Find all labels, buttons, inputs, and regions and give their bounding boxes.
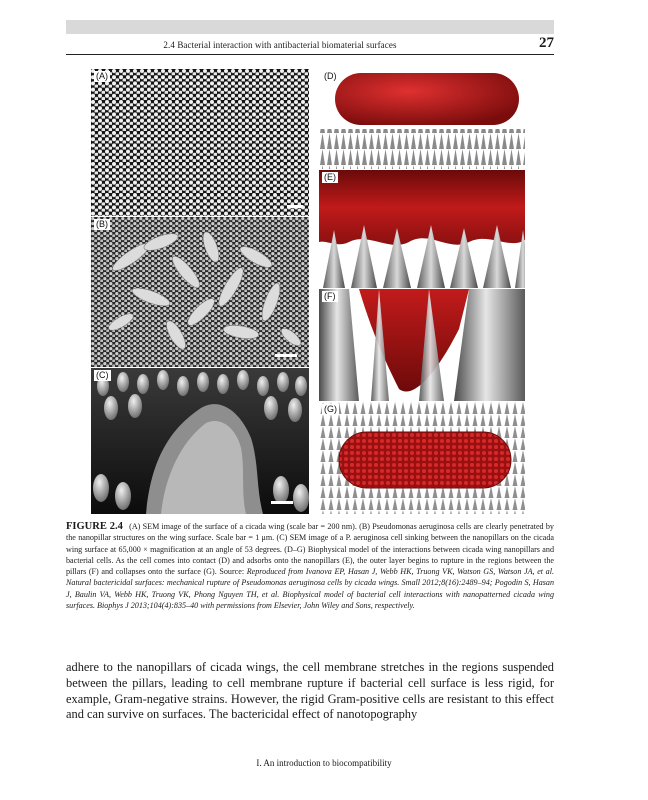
panel-label-b: (B): [96, 219, 108, 229]
model-adsorb-image: [319, 170, 525, 288]
figure-caption: [66, 521, 554, 611]
figure-panel-a: [91, 69, 309, 216]
cell-sinking-image: [91, 368, 309, 514]
panel-label-e: (E): [324, 172, 336, 182]
body-paragraph: adhere to the nanopillars of cicada wings, the cell membrane stretches in the regions suspended between the pillars, leading to cell membrane rupture if bacterial cell surface is less rigid, for example, Gram-negative strains. However, the rigid Gram-positive cells are resistant to this effect and can survive on surfaces. The bactericidal effect of nanotopography: [66, 660, 554, 722]
caption-source: Reproduced from Ivanova EP, Hasan J, Webb HK, Truong VK, Watson GS, Watson JA, et al. Natural bactericidal surfaces: mechanical rupture of Pseudomonas aeruginosa cells by cicada wings. Small 2012;8(16):2489–94; Pogodin S, Hasan J, Baulin VA, Webb HK, Truong VK, Phong Nguyen TH, et al. Biophysical model of bacterial cell interactions with nanopatterned cicada wing surfaces. Biophys J 2013;104(4):835–40 with permissions from Elsevier, John Wiley and Sons, respectively.: [66, 567, 554, 611]
scale-bar: [271, 501, 293, 504]
nanopillar-array-image: [91, 69, 309, 216]
panel-label-f: (F): [324, 291, 336, 301]
bacteria-on-pillars-image: [91, 217, 309, 367]
panel-label-c: (C): [96, 370, 109, 380]
figure-panel-f: [319, 289, 525, 401]
figure-label: FIGURE 2.4: [66, 521, 123, 532]
running-head: [66, 36, 554, 55]
caption-text: (A) SEM image of the surface of a cicada wing (scale bar = 200 nm). (B) Pseudomonas aeruginosa cells are clearly penetrated by the nanopillar structures on the wing surface. Scale bar = 1 μm. (C) SEM image of a P. aeruginosa cell sinking between the nanopillars on the cicada wing surface at 65,000 × magnification at an angle of 53 degrees. (D–G) Biophysical model of the interactions between cicada wing nanopillars and bacterial cells. As the cell comes into contact (D) and adsorbs onto the nanopillars (E), the outer layer begins to rupture in the regions between the pillars (F) and collapses onto the surface (G). Source:: [66, 522, 554, 577]
figure-panel-c: [91, 368, 309, 514]
model-rupture-image: [319, 289, 525, 401]
figure-panel-e: [319, 170, 525, 288]
scale-bar: [275, 354, 297, 357]
running-title: 2.4 Bacterial interaction with antibacterial biomaterial surfaces: [163, 40, 397, 50]
panel-label-d: (D): [324, 71, 337, 81]
page-footer: I. An introduction to biocompatibility: [256, 758, 392, 768]
figure-panel-b: [91, 217, 309, 367]
page-number: 27: [539, 35, 554, 51]
figure-panel-g: [319, 402, 525, 514]
scale-bar: [287, 205, 303, 208]
model-contact-image: [319, 69, 525, 169]
panel-label-a: (A): [96, 71, 108, 81]
top-gray-bar: [66, 20, 554, 34]
figure-panel-d: [319, 69, 525, 169]
model-collapse-image: [319, 402, 525, 514]
panel-label-g: (G): [324, 404, 337, 414]
